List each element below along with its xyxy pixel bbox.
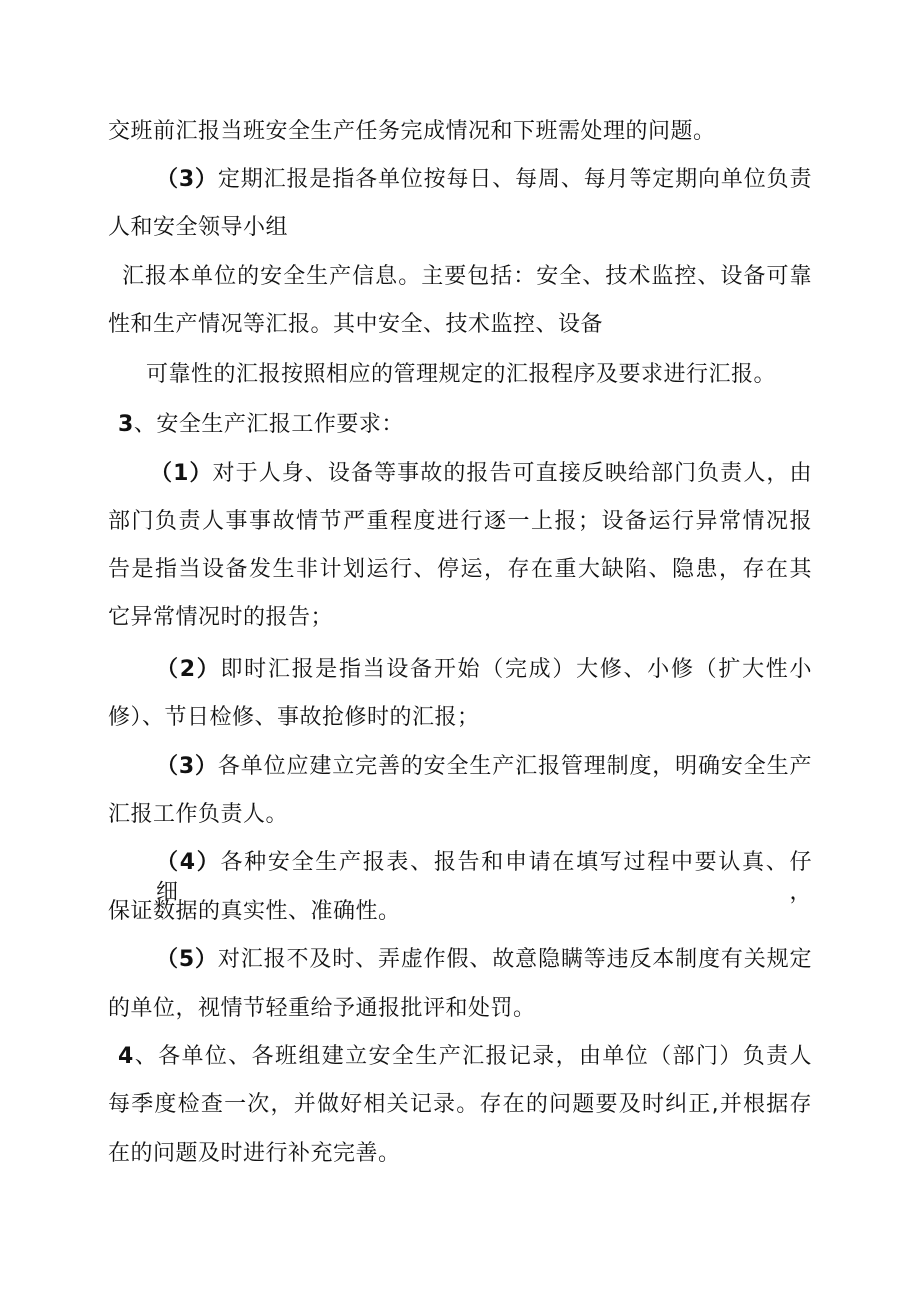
paragraph-1-accident: [150, 459, 812, 489]
line-text: 告是指当设备发生非计划运行、停运，存在重大缺陷、隐患，存在其: [108, 557, 812, 582]
text-line: [108, 555, 812, 585]
line-text: 即时汇报是指当设备开始（完成）大修、小修（扩大性小: [220, 657, 812, 682]
paragraph-5-penalty: [156, 945, 812, 975]
line-text: 、安全生产汇报工作要求：: [133, 412, 404, 437]
line-text: 的单位，视情节轻重给予通报批评和处罚。: [108, 996, 536, 1021]
text-line: [146, 360, 776, 390]
text-line: [108, 1090, 812, 1120]
line-text: 汇报工作负责人。: [108, 802, 289, 827]
text-line: [108, 117, 716, 147]
line-text: 对于人身、设备等事故的报告可直接反映给部门负责人，由: [212, 461, 812, 486]
text-line: [108, 507, 812, 537]
line-text: 每季度检查一次，并做好相关记录。存在的问题要及时纠正,并根据存: [108, 1092, 812, 1117]
item-number: （1）: [150, 461, 213, 486]
text-line: [108, 994, 536, 1024]
text-line: [122, 262, 812, 292]
section-heading-3: [118, 410, 404, 440]
line-text: 各种安全生产报表、报告和申请在填写过程中要认真、仔细，: [156, 850, 812, 905]
item-number: （3）: [156, 754, 218, 779]
line-text: 人和安全领导小组: [108, 215, 289, 240]
line-text: 部门负责人事事故情节严重程度进行逐一上报；设备运行异常情况报: [108, 509, 812, 534]
text-line: [108, 213, 288, 243]
line-text: 性和生产情况等汇报。其中安全、技术监控、设备: [108, 312, 604, 337]
line-text: 对汇报不及时、弄虚作假、故意隐瞒等违反本制度有关规定: [217, 947, 812, 972]
line-text: 定期汇报是指各单位按每日、每周、每月等定期向单位负责: [217, 167, 812, 192]
item-number: （2）: [156, 657, 221, 682]
paragraph-2-instant: [156, 655, 812, 685]
item-number: （5）: [156, 947, 218, 972]
line-text: 各单位应建立完善的安全生产汇报管理制度，明确安全生产: [217, 754, 812, 779]
item-number: （4）: [156, 850, 221, 875]
line-text: 交班前汇报当班安全生产任务完成情况和下班需处理的问题。: [108, 119, 716, 144]
section-number: 3: [118, 412, 134, 437]
paragraph-3-system: [156, 752, 812, 782]
text-line: [108, 1139, 401, 1169]
line-text: 在的问题及时进行补充完善。: [108, 1141, 401, 1166]
line-text: 汇报本单位的安全生产信息。主要包括：安全、技术监控、设备可靠: [122, 264, 812, 289]
text-line: [108, 703, 480, 733]
text-line: [108, 310, 603, 340]
text-line: [108, 603, 333, 633]
line-text: 可靠性的汇报按照相应的管理规定的汇报程序及要求进行汇报。: [146, 362, 777, 387]
text-line: [108, 897, 401, 927]
paragraph-3-periodic: [156, 165, 812, 195]
line-text: 保证数据的真实性、准确性。: [108, 899, 401, 924]
item-number: （3）: [156, 167, 218, 192]
section-heading-4: [118, 1042, 812, 1072]
section-number: 4: [118, 1044, 134, 1069]
text-line: [108, 800, 288, 830]
line-text: 、各单位、各班组建立安全生产汇报记录，由单位（部门）负责人: [133, 1044, 812, 1069]
line-text: 修）、节日检修、事故抢修时的汇报；: [108, 705, 480, 730]
line-text: 它异常情况时的报告；: [108, 605, 334, 630]
